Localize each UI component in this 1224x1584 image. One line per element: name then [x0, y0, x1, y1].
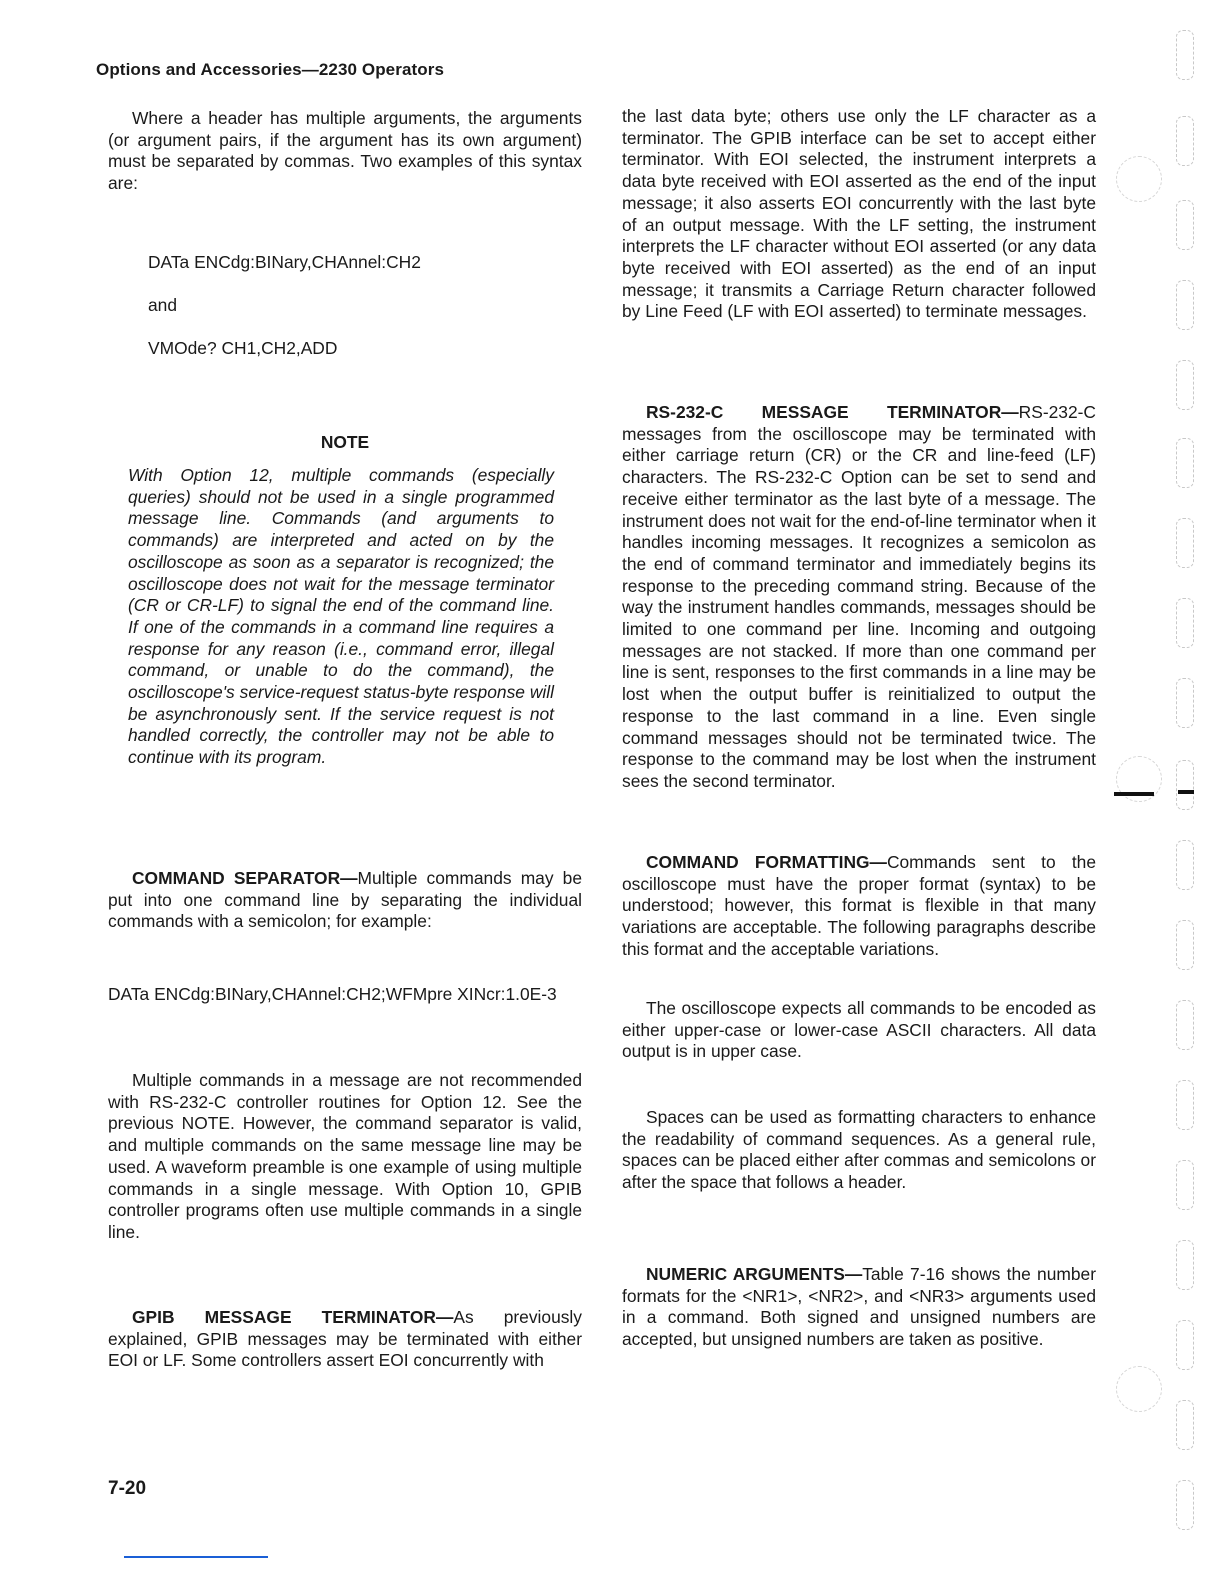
numeric-arguments-heading: NUMERIC ARGUMENTS— — [646, 1264, 863, 1284]
numeric-arguments-paragraph — [622, 1264, 1096, 1351]
punch-hole — [1176, 1400, 1194, 1450]
punch-hole — [1176, 598, 1194, 648]
ascii-paragraph: The oscilloscope expects all commands to be encoded as either upper-case or lower-case ASCII characters. All data output is in upper case. — [622, 998, 1096, 1062]
example-and: and — [148, 295, 178, 315]
tab-mark — [1114, 792, 1154, 796]
punch-hole — [1176, 30, 1194, 80]
example-code-1: DATa ENCdg:BINary,CHAnnel:CH2 — [148, 252, 421, 272]
ring-hole — [1116, 156, 1162, 202]
punch-hole — [1176, 920, 1194, 970]
tab-mark — [1178, 790, 1194, 794]
punch-hole — [1176, 760, 1194, 810]
running-header: Options and Accessories—2230 Operators — [96, 60, 445, 79]
command-formatting-heading: COMMAND FORMATTING— — [646, 852, 887, 872]
gpib-terminator-paragraph — [108, 1307, 582, 1372]
page-number: 7-20 — [108, 1478, 147, 1499]
punch-hole — [1176, 1000, 1194, 1050]
rs232-terminator-paragraph — [622, 402, 1096, 793]
punch-hole — [1176, 280, 1194, 330]
gpib-terminator-continued: the last data byte; others use only the LF character as a terminator. The GPIB interface can be set to accept either terminator. With EOI selected, the instrument interprets a data byte received with EOI asserted as the end of the input message; it also asserts EOI concurrently with the last byte of an output message. With the LF setting, the instrument interprets the LF character without EOI asserted (or any data byte received with EOI asserted) as the end of an input message; it transmits a Carriage Return character followed by Line Feed (LF with EOI asserted) to terminate messages. — [622, 106, 1096, 322]
example-code-2: VMOde? CH1,CH2,ADD — [148, 338, 338, 358]
punch-hole — [1176, 116, 1194, 166]
punch-hole — [1176, 1080, 1194, 1130]
punch-hole — [1176, 678, 1194, 728]
command-separator-text: Multiple commands may be put into one command line by separating the individual commands with a semicolon; for example: — [108, 868, 582, 932]
command-formatting-text: Commands sent to the oscilloscope must have the proper format (syntax) to be understood; however, this format is flexible in that many variations are acceptable. The following paragraphs describe this format and the acceptable variations. — [622, 852, 1096, 959]
binder-holes — [1176, 30, 1196, 1570]
command-separator-paragraph — [108, 868, 582, 933]
punch-hole — [1176, 200, 1194, 250]
punch-hole — [1176, 1240, 1194, 1290]
ring-hole — [1116, 1366, 1162, 1412]
punch-hole — [1176, 518, 1194, 568]
footer-rule — [124, 1556, 268, 1558]
command-formatting-paragraph — [622, 852, 1096, 961]
note-title: NOTE — [320, 432, 370, 452]
note-body: With Option 12, multiple commands (especially queries) should not be used in a single programmed message line. Commands (and arguments to commands) are interpreted and acted on by the oscilloscope as soon as a separator is recognized; the oscilloscope does not wait for the message terminator (CR or CR-LF) to signal the end of the command line. If one of the commands in a command line requires a response for any reason (i.e., command error, illegal command, or unable to do the command), the oscilloscope's service-request status-byte response will be asynchronously sent. If the service request is not handled correctly, the controller may not be able to continue with its program. — [128, 465, 554, 768]
punch-hole — [1176, 1160, 1194, 1210]
command-separator-heading: COMMAND SEPARATOR— — [132, 868, 358, 888]
gpib-terminator-heading: GPIB MESSAGE TERMINATOR— — [132, 1307, 454, 1327]
punch-hole — [1176, 1480, 1194, 1530]
rs232-terminator-heading: RS-232-C MESSAGE TERMINATOR— — [646, 402, 1019, 422]
intro-paragraph: Where a header has multiple arguments, the arguments (or argument pairs, if the argument has its own argument) must be separated by commas. Two examples of this syntax are: — [108, 108, 582, 194]
spaces-paragraph: Spaces can be used as formatting characters to enhance the readability of command sequences. As a general rule, spaces can be placed either after commas and semicolons or after the space that follows a header. — [622, 1107, 1096, 1193]
punch-hole — [1176, 438, 1194, 488]
punch-hole — [1176, 1320, 1194, 1370]
punch-hole — [1176, 360, 1194, 410]
punch-hole — [1176, 840, 1194, 890]
separator-example-code: DATa ENCdg:BINary,CHAnnel:CH2;WFMpre XINcr:1.0E-3 — [108, 984, 557, 1004]
rs232-terminator-text: RS-232-C messages from the oscilloscope may be terminated with either carriage return (CR) or the CR and line-feed (LF) characters. The RS-232-C Option can be set to send and receive either terminator as the last byte of a message. The instrument does not wait for the end-of-line terminator when it handles incoming messages. It recognizes a semicolon as the end of command terminator and immediately begins its response to the preceding command string. Because of the way the instrument handles commands, messages should be limited to one command per line. Incoming and outgoing messages are not stacked. If more than one command per line is sent, responses to the first commands in a line may be lost when the output buffer is reinitialized to output the response to the last command in a line. Even single command messages should not be terminated twice. The response to the command may be lost when the instrument sees the second terminator. — [622, 402, 1096, 791]
multiple-commands-paragraph: Multiple commands in a message are not recommended with RS-232-C controller routines for Option 12. See the previous NOTE. However, the command separator is valid, and multiple commands on the same message line may be used. A waveform preamble is one example of using multiple commands in a single message. With Option 10, GPIB controller programs often use multiple commands in a single line. — [108, 1070, 582, 1242]
numeric-arguments-text: Table 7-16 shows the number formats for the <NR1>, <NR2>, and <NR3> arguments used in a command. Both signed and unsigned numbers are accepted, but unsigned numbers are taken as positive. — [622, 1264, 1096, 1350]
gpib-terminator-text: As previously explained, GPIB messages may be terminated with either EOI or LF. Some controllers assert EOI concurrently with — [108, 1307, 582, 1371]
